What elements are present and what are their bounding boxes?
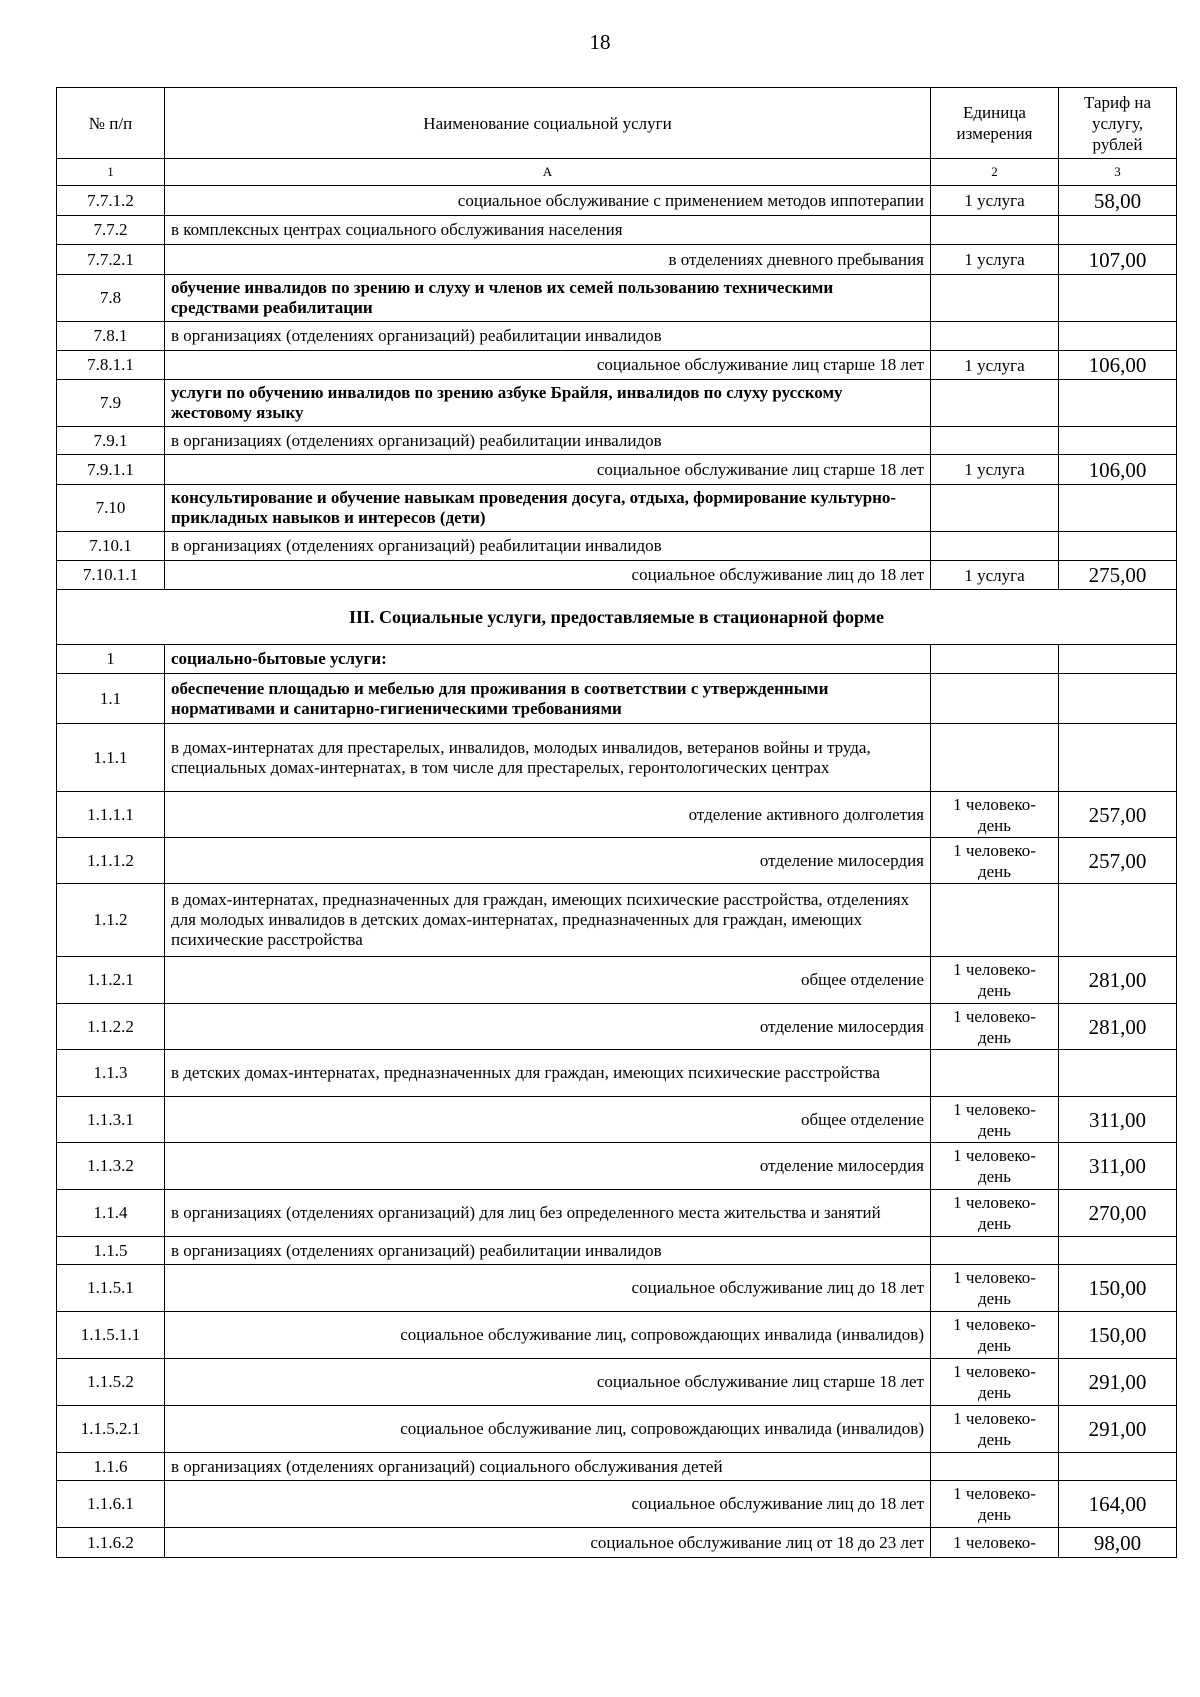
table-row xyxy=(57,532,1177,561)
service-name: в домах-интернатах для престарелых, инвалидов, молодых инвалидов, ветеранов войны и труда, специальных домах-интернатах, в том числе для престарелых, геронтологических центрах xyxy=(165,724,931,792)
service-name: консультирование и обучение навыкам проведения досуга, отдыха, формирование культурно-прикладных навыков и интересов (дети) xyxy=(165,485,931,532)
unit-of-measure: 1 человеко-день xyxy=(931,1004,1059,1050)
tariff-value: 106,00 xyxy=(1059,351,1177,380)
unit-of-measure: 1 человеко-день xyxy=(931,1481,1059,1528)
tariff-value: 257,00 xyxy=(1059,838,1177,884)
table-row xyxy=(57,186,1177,216)
header-num: № п/п xyxy=(57,88,165,159)
row-number: 1.1.2 xyxy=(57,884,165,957)
tariff-value: 281,00 xyxy=(1059,957,1177,1004)
unit-of-measure xyxy=(931,1453,1059,1481)
service-name: социальное обслуживание лиц от 18 до 23 лет xyxy=(165,1528,931,1558)
row-number: 1.1.3 xyxy=(57,1050,165,1097)
table-row xyxy=(57,674,1177,724)
tariff-value xyxy=(1059,674,1177,724)
unit-of-measure xyxy=(931,216,1059,245)
table-column-index-row xyxy=(57,159,1177,186)
service-name: социально-бытовые услуги: xyxy=(165,645,931,674)
service-name: отделение активного долголетия xyxy=(165,792,931,838)
unit-of-measure xyxy=(931,322,1059,351)
unit-of-measure: 1 человеко-день xyxy=(931,1406,1059,1453)
service-name: общее отделение xyxy=(165,957,931,1004)
table-row xyxy=(57,1406,1177,1453)
unit-of-measure: 1 человеко-день xyxy=(931,1265,1059,1312)
row-number: 7.8 xyxy=(57,275,165,322)
service-name: социальное обслуживание лиц до 18 лет xyxy=(165,561,931,590)
table-row xyxy=(57,216,1177,245)
tariff-value xyxy=(1059,380,1177,427)
tariff-value: 150,00 xyxy=(1059,1265,1177,1312)
table-row xyxy=(57,645,1177,674)
row-number: 7.9.1 xyxy=(57,427,165,455)
unit-of-measure: 1 человеко-день xyxy=(931,1359,1059,1406)
unit-of-measure: 1 услуга xyxy=(931,186,1059,216)
unit-of-measure: 1 услуга xyxy=(931,245,1059,275)
unit-of-measure xyxy=(931,485,1059,532)
tariff-value xyxy=(1059,1050,1177,1097)
row-number: 1.1.5.1.1 xyxy=(57,1312,165,1359)
row-number: 1.1.5 xyxy=(57,1237,165,1265)
row-number: 1.1 xyxy=(57,674,165,724)
row-number: 1.1.5.2.1 xyxy=(57,1406,165,1453)
unit-of-measure: 1 услуга xyxy=(931,455,1059,485)
service-name: в организациях (отделениях организаций) для лиц без определенного места жительства и занятий xyxy=(165,1190,931,1237)
index-name: А xyxy=(165,159,931,186)
service-name: общее отделение xyxy=(165,1097,931,1143)
index-tariff: 3 xyxy=(1059,159,1177,186)
table-row xyxy=(57,1481,1177,1528)
service-name: в отделениях дневного пребывания xyxy=(165,245,931,275)
unit-of-measure xyxy=(931,1050,1059,1097)
tariff-value xyxy=(1059,1453,1177,1481)
table-row xyxy=(57,322,1177,351)
tariff-value xyxy=(1059,427,1177,455)
table-row xyxy=(57,1004,1177,1050)
tariff-table xyxy=(56,87,1177,1558)
tariff-value: 150,00 xyxy=(1059,1312,1177,1359)
row-number: 1.1.2.1 xyxy=(57,957,165,1004)
table-row xyxy=(57,1050,1177,1097)
row-number: 7.10 xyxy=(57,485,165,532)
service-name: в комплексных центрах социального обслуживания населения xyxy=(165,216,931,245)
tariff-value xyxy=(1059,216,1177,245)
service-name: отделение милосердия xyxy=(165,1004,931,1050)
table-row xyxy=(57,245,1177,275)
section-title: III. Социальные услуги, предоставляемые в стационарной форме xyxy=(57,590,1177,645)
rows-part-a xyxy=(57,186,1177,590)
table-row xyxy=(57,1265,1177,1312)
service-name: в организациях (отделениях организаций) реабилитации инвалидов xyxy=(165,322,931,351)
row-number: 7.7.1.2 xyxy=(57,186,165,216)
tariff-value xyxy=(1059,532,1177,561)
row-number: 1.1.1 xyxy=(57,724,165,792)
row-number: 1.1.2.2 xyxy=(57,1004,165,1050)
unit-of-measure xyxy=(931,884,1059,957)
index-num: 1 xyxy=(57,159,165,186)
unit-of-measure xyxy=(931,724,1059,792)
table-row xyxy=(57,1237,1177,1265)
row-number: 7.7.2 xyxy=(57,216,165,245)
row-number: 7.10.1.1 xyxy=(57,561,165,590)
unit-of-measure xyxy=(931,645,1059,674)
tariff-value xyxy=(1059,645,1177,674)
tariff-value: 311,00 xyxy=(1059,1143,1177,1190)
page-number: 18 xyxy=(589,30,611,54)
tariff-value: 291,00 xyxy=(1059,1406,1177,1453)
service-name: отделение милосердия xyxy=(165,838,931,884)
service-name: в домах-интернатах, предназначенных для граждан, имеющих психические расстройства, отделениях для молодых инвалидов в детских домах-интернатах, предназначенных для граждан, имеющих психические расстройства xyxy=(165,884,931,957)
table-row xyxy=(57,1359,1177,1406)
header-service-name: Наименование социальной услуги xyxy=(165,88,931,159)
unit-of-measure: 1 человеко-день xyxy=(931,1097,1059,1143)
row-number: 1.1.3.2 xyxy=(57,1143,165,1190)
service-name: социальное обслуживание лиц старше 18 лет xyxy=(165,455,931,485)
unit-of-measure xyxy=(931,275,1059,322)
tariff-value: 164,00 xyxy=(1059,1481,1177,1528)
unit-of-measure: 1 услуга xyxy=(931,561,1059,590)
table-row xyxy=(57,1528,1177,1558)
table-row xyxy=(57,1097,1177,1143)
service-name: в организациях (отделениях организаций) социального обслуживания детей xyxy=(165,1453,931,1481)
unit-of-measure: 1 человеко-день xyxy=(931,1190,1059,1237)
row-number: 1.1.6.2 xyxy=(57,1528,165,1558)
unit-of-measure: 1 человеко-день xyxy=(931,792,1059,838)
unit-of-measure: 1 человеко-день xyxy=(931,957,1059,1004)
index-unit: 2 xyxy=(931,159,1059,186)
tariff-value xyxy=(1059,1237,1177,1265)
tariff-value: 311,00 xyxy=(1059,1097,1177,1143)
tariff-value xyxy=(1059,485,1177,532)
service-name: социальное обслуживание лиц до 18 лет xyxy=(165,1265,931,1312)
unit-of-measure xyxy=(931,1237,1059,1265)
table-row xyxy=(57,884,1177,957)
table-row xyxy=(57,724,1177,792)
row-number: 1 xyxy=(57,645,165,674)
tariff-value xyxy=(1059,322,1177,351)
tariff-value xyxy=(1059,275,1177,322)
table-row xyxy=(57,485,1177,532)
service-name: услуги по обучению инвалидов по зрению азбуке Брайля, инвалидов по слуху русскому жестовому языку xyxy=(165,380,931,427)
row-number: 7.9.1.1 xyxy=(57,455,165,485)
table-row xyxy=(57,427,1177,455)
row-number: 1.1.6.1 xyxy=(57,1481,165,1528)
unit-of-measure xyxy=(931,427,1059,455)
table-row xyxy=(57,561,1177,590)
section-block xyxy=(57,590,1177,645)
tariff-value xyxy=(1059,724,1177,792)
service-name: социальное обслуживание лиц до 18 лет xyxy=(165,1481,931,1528)
service-name: в организациях (отделениях организаций) реабилитации инвалидов xyxy=(165,532,931,561)
header-unit: Единица измерения xyxy=(931,88,1059,159)
row-number: 7.10.1 xyxy=(57,532,165,561)
unit-of-measure xyxy=(931,674,1059,724)
tariff-value: 257,00 xyxy=(1059,792,1177,838)
table-row xyxy=(57,275,1177,322)
tariff-value: 270,00 xyxy=(1059,1190,1177,1237)
service-name: обеспечение площадью и мебелью для проживания в соответствии с утвержденными нормативами и санитарно-гигиеническими требованиями xyxy=(165,674,931,724)
service-name: в организациях (отделениях организаций) реабилитации инвалидов xyxy=(165,1237,931,1265)
service-name: социальное обслуживание лиц старше 18 лет xyxy=(165,351,931,380)
tariff-value: 275,00 xyxy=(1059,561,1177,590)
row-number: 1.1.3.1 xyxy=(57,1097,165,1143)
table-row xyxy=(57,380,1177,427)
table-row xyxy=(57,957,1177,1004)
table-row xyxy=(57,1143,1177,1190)
service-name: в детских домах-интернатах, предназначенных для граждан, имеющих психические расстройства xyxy=(165,1050,931,1097)
row-number: 7.9 xyxy=(57,380,165,427)
table-header-row xyxy=(57,88,1177,159)
table-row xyxy=(57,792,1177,838)
service-name: социальное обслуживание лиц, сопровождающих инвалида (инвалидов) xyxy=(165,1312,931,1359)
unit-of-measure: 1 услуга xyxy=(931,351,1059,380)
service-name: социальное обслуживание с применением методов иппотерапии xyxy=(165,186,931,216)
table-row xyxy=(57,351,1177,380)
tariff-value: 281,00 xyxy=(1059,1004,1177,1050)
row-number: 7.8.1.1 xyxy=(57,351,165,380)
table-row xyxy=(57,1312,1177,1359)
service-name: в организациях (отделениях организаций) реабилитации инвалидов xyxy=(165,427,931,455)
tariff-value: 107,00 xyxy=(1059,245,1177,275)
section-row xyxy=(57,590,1177,645)
table-row xyxy=(57,1453,1177,1481)
service-name: социальное обслуживание лиц старше 18 лет xyxy=(165,1359,931,1406)
unit-of-measure: 1 человеко-день xyxy=(931,1312,1059,1359)
row-number: 1.1.1.1 xyxy=(57,792,165,838)
tariff-value: 58,00 xyxy=(1059,186,1177,216)
tariff-value: 98,00 xyxy=(1059,1528,1177,1558)
unit-of-measure: 1 человеко-день xyxy=(931,1143,1059,1190)
service-name: отделение милосердия xyxy=(165,1143,931,1190)
rows-part-b xyxy=(57,645,1177,1558)
tariff-value: 106,00 xyxy=(1059,455,1177,485)
row-number: 7.7.2.1 xyxy=(57,245,165,275)
unit-of-measure: 1 человеко-день xyxy=(931,838,1059,884)
table-row xyxy=(57,838,1177,884)
row-number: 1.1.5.2 xyxy=(57,1359,165,1406)
row-number: 1.1.4 xyxy=(57,1190,165,1237)
unit-of-measure xyxy=(931,532,1059,561)
row-number: 7.8.1 xyxy=(57,322,165,351)
service-name: социальное обслуживание лиц, сопровождающих инвалида (инвалидов) xyxy=(165,1406,931,1453)
service-name: обучение инвалидов по зрению и слуху и членов их семей пользованию техническими средствами реабилитации xyxy=(165,275,931,322)
row-number: 1.1.1.2 xyxy=(57,838,165,884)
header-tariff: Тариф на услугу, рублей xyxy=(1059,88,1177,159)
tariff-value xyxy=(1059,884,1177,957)
row-number: 1.1.6 xyxy=(57,1453,165,1481)
unit-of-measure: 1 человеко- xyxy=(931,1528,1059,1558)
table-row xyxy=(57,455,1177,485)
unit-of-measure xyxy=(931,380,1059,427)
table-row xyxy=(57,1190,1177,1237)
row-number: 1.1.5.1 xyxy=(57,1265,165,1312)
tariff-value: 291,00 xyxy=(1059,1359,1177,1406)
